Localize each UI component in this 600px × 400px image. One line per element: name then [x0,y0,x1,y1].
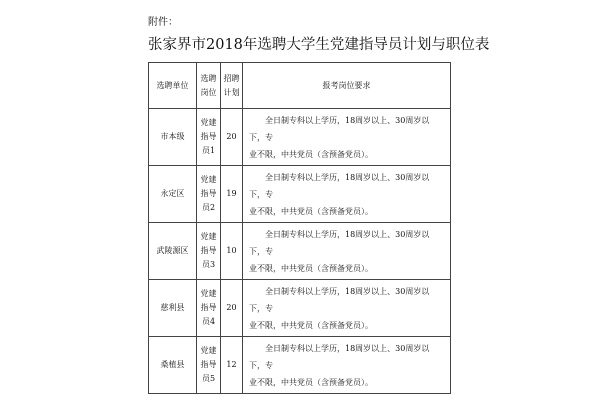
position-line: 指导 [200,303,217,312]
header-position-line: 选聘 [200,73,217,83]
position-line: 指导 [200,189,217,198]
requirement-line: 全日制专科以上学历，18周岁以上、30周岁以下，专 [249,115,430,142]
position-line: 员4 [201,317,216,326]
cell-requirement [243,109,451,166]
cell-position [197,223,221,280]
requirement-line: 业不限，中共党员（含预备党员）。 [249,263,373,273]
unit-name: 永定区 [160,189,185,198]
header-position-line: 岗位 [200,87,217,97]
cell-unit [149,223,197,280]
cell-requirement [243,337,451,394]
position-line: 员5 [201,374,216,383]
requirement-line: 业不限，中共党员（含预备党员）。 [249,149,373,159]
plan-count: 12 [226,360,237,369]
cell-requirement [243,223,451,280]
plan-count: 20 [226,303,237,312]
position-line: 党建 [200,346,217,355]
table-row [149,337,451,394]
unit-name: 市本级 [160,132,185,141]
position-line: 指导 [200,132,217,141]
position-line: 指导 [200,246,217,255]
header-plan [221,63,243,109]
header-unit-label: 选聘单位 [156,80,189,90]
unit-name: 桑植县 [160,360,185,369]
header-plan-line: 计划 [223,87,240,97]
table-row [149,166,451,223]
header-unit [149,63,197,109]
cell-requirement [243,166,451,223]
table-row [149,223,451,280]
cell-requirement [243,280,451,337]
cell-plan [221,166,243,223]
unit-name: 武陵源区 [156,246,189,255]
cell-position [197,166,221,223]
header-position [197,63,221,109]
requirement-line: 业不限，中共党员（含预备党员）。 [249,206,373,216]
position-line: 党建 [200,232,217,241]
position-line: 党建 [200,175,217,184]
header-plan-line: 招聘 [223,73,240,83]
unit-name: 慈利县 [160,303,185,312]
cell-plan [221,280,243,337]
cell-plan [221,223,243,280]
cell-position [197,109,221,166]
cell-position [197,280,221,337]
position-line: 党建 [200,289,217,298]
document-title: 张家界市2018年选聘大学生党建指导员计划与职位表 [148,37,490,53]
cell-unit [149,337,197,394]
requirement-line: 全日制专科以上学历，18周岁以上、30周岁以下，专 [249,343,430,370]
table-row [149,109,451,166]
position-line: 员3 [201,260,216,269]
position-line: 党建 [200,118,217,127]
table-row [149,280,451,337]
plan-count: 10 [226,246,237,255]
plan-count: 20 [226,132,237,141]
recruitment-plan-table [148,62,451,394]
header-requirement [243,63,451,109]
requirement-line: 全日制专科以上学历，18周岁以上、30周岁以下，专 [249,229,430,256]
cell-position [197,337,221,394]
requirement-line: 业不限，中共党员（含预备党员）。 [249,377,373,387]
attachment-label: 附件： [148,17,178,28]
position-line: 员1 [201,146,216,155]
header-requirement-label: 报考岗位要求 [322,80,371,90]
plan-count: 19 [226,189,237,198]
requirement-line: 业不限，中共党员（含预备党员）。 [249,320,373,330]
cell-plan [221,337,243,394]
cell-plan [221,109,243,166]
cell-unit [149,280,197,337]
table-header-row [149,63,451,109]
cell-unit [149,166,197,223]
cell-unit [149,109,197,166]
requirement-line: 全日制专科以上学历，18周岁以上、30周岁以下，专 [249,286,430,313]
position-line: 员2 [201,203,216,212]
position-line: 指导 [200,360,217,369]
requirement-line: 全日制专科以上学历，18周岁以上、30周岁以下，专 [249,172,430,199]
